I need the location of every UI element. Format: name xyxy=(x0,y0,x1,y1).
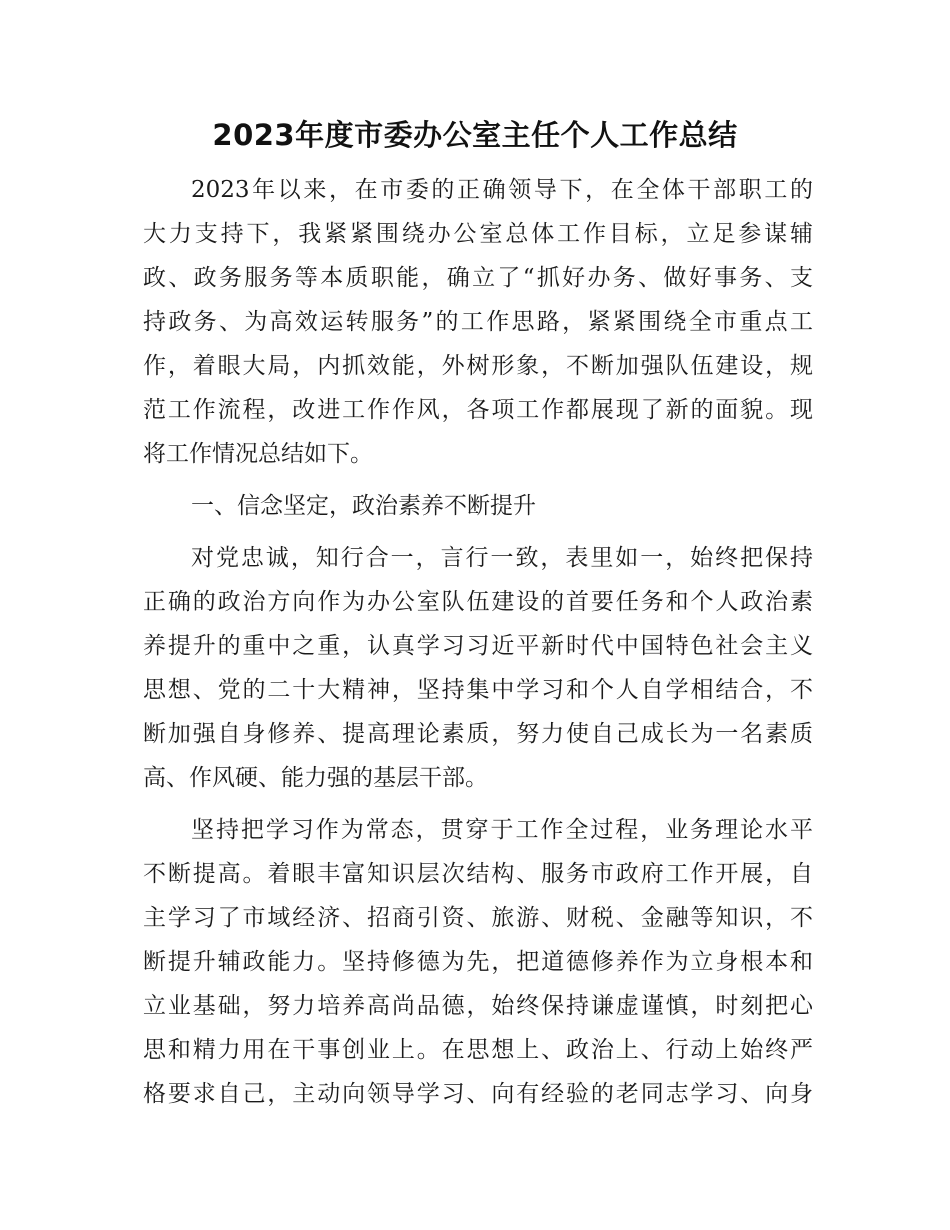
intro-paragraph xyxy=(143,168,813,476)
text-line: 断提升辅政能力。坚持修德为先，把道德修养作为立身根本和 xyxy=(143,949,813,975)
text-line: 断加强自身修养、提高理论素质，努力使自己成长为一名素质 xyxy=(143,721,813,747)
section-heading-text: 一、信念坚定，政治素养不断提升 xyxy=(191,493,536,519)
text-line: 大力支持下，我紧紧围绕办公室总体工作目标，立足参谋辅 xyxy=(143,221,813,247)
text-line: 持政务、为高效运转服务”的工作思路，紧紧围绕全市重点工 xyxy=(143,309,813,335)
text-line: 立业基础，努力培养高尚品德，始终保持谦虚谨慎，时刻把心 xyxy=(143,993,813,1019)
text-line: 正确的政治方向作为办公室队伍建设的首要任务和个人政治素 xyxy=(143,589,813,615)
text-line: 高、作风硬、能力强的基层干部。 xyxy=(143,765,488,791)
document-title: 2023年度市委办公室主任个人工作总结 xyxy=(212,118,738,152)
text-line: 不断提高。着眼丰富知识层次结构、服务市政府工作开展，自 xyxy=(143,861,813,887)
text-line: 将工作情况总结如下。 xyxy=(143,441,373,467)
text-line: 政、政务服务等本质职能，确立了“抓好办务、做好事务、支 xyxy=(143,265,813,291)
text-line: 范工作流程，改进工作作风，各项工作都展现了新的面貌。现 xyxy=(143,397,813,423)
text-line: 主学习了市域经济、招商引资、旅游、财税、金融等知识，不 xyxy=(143,905,813,931)
text-line: 作，着眼大局，内抓效能，外树形象，不断加强队伍建设，规 xyxy=(143,353,813,379)
text-line: 坚持把学习作为常态，贯穿于工作全过程，业务理论水平 xyxy=(191,817,813,843)
text-line: 对党忠诚，知行合一，言行一致，表里如一，始终把保持 xyxy=(191,545,813,571)
text-line: 2023年以来，在市委的正确领导下，在全体干部职工的 xyxy=(191,177,813,203)
text-line: 格要求自己，主动向领导学习、向有经验的老同志学习、向身 xyxy=(143,1081,813,1107)
text-line: 思想、党的二十大精神，坚持集中学习和个人自学相结合，不 xyxy=(143,677,813,703)
text-line: 思和精力用在干事创业上。在思想上、政治上、行动上始终严 xyxy=(143,1037,813,1063)
body-paragraph xyxy=(143,808,813,1116)
section-heading xyxy=(143,484,813,528)
text-line: 养提升的重中之重，认真学习习近平新时代中国特色社会主义 xyxy=(143,633,813,659)
document-body xyxy=(143,168,813,1116)
body-paragraph xyxy=(143,536,813,800)
